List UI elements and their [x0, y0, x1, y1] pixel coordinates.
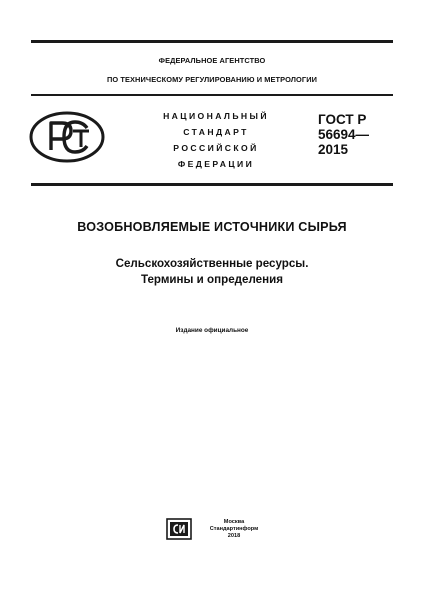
national-standard-label — [150, 108, 282, 172]
subtitle-line-2: Термины и определения — [140, 273, 284, 286]
publisher-year: 2018 — [227, 533, 241, 539]
designation-line-1: ГОСТ Р — [318, 112, 367, 127]
edition-note: Издание официальное — [175, 327, 249, 334]
standard-line-2: СТАНДАРТ — [183, 127, 249, 137]
gost-logo-graphic — [29, 111, 105, 163]
document-subtitle — [0, 256, 424, 288]
standartinform-logo — [166, 518, 192, 540]
publisher-logo-graphic — [166, 518, 192, 540]
agency-line-1: ФЕДЕРАЛЬНОЕ АГЕНТСТВО — [158, 56, 266, 65]
lower-rule — [31, 183, 393, 186]
publisher-city: Москва — [223, 519, 245, 525]
designation-line-2: 56694— — [318, 127, 370, 142]
publisher-info — [199, 519, 269, 540]
designation-line-3: 2015 — [318, 142, 349, 157]
standard-line-3: РОССИЙСКОЙ — [173, 143, 259, 153]
gost-certification-logo — [29, 111, 105, 163]
agency-line-2: ПО ТЕХНИЧЕСКОМУ РЕГУЛИРОВАНИЮ И МЕТРОЛОГИИ — [106, 75, 318, 84]
document-title: ВОЗОБНОВЛЯЕМЫЕ ИСТОЧНИКИ СЫРЬЯ — [77, 220, 347, 234]
publisher-name: Стандартинформ — [209, 526, 259, 532]
standard-designation — [318, 112, 398, 157]
middle-rule — [31, 94, 393, 96]
standard-line-1: НАЦИОНАЛЬНЫЙ — [163, 111, 269, 121]
standard-line-4: ФЕДЕРАЦИИ — [177, 159, 255, 169]
top-rule — [31, 40, 393, 43]
subtitle-line-1: Сельскохозяйственные ресурсы. — [115, 257, 309, 270]
